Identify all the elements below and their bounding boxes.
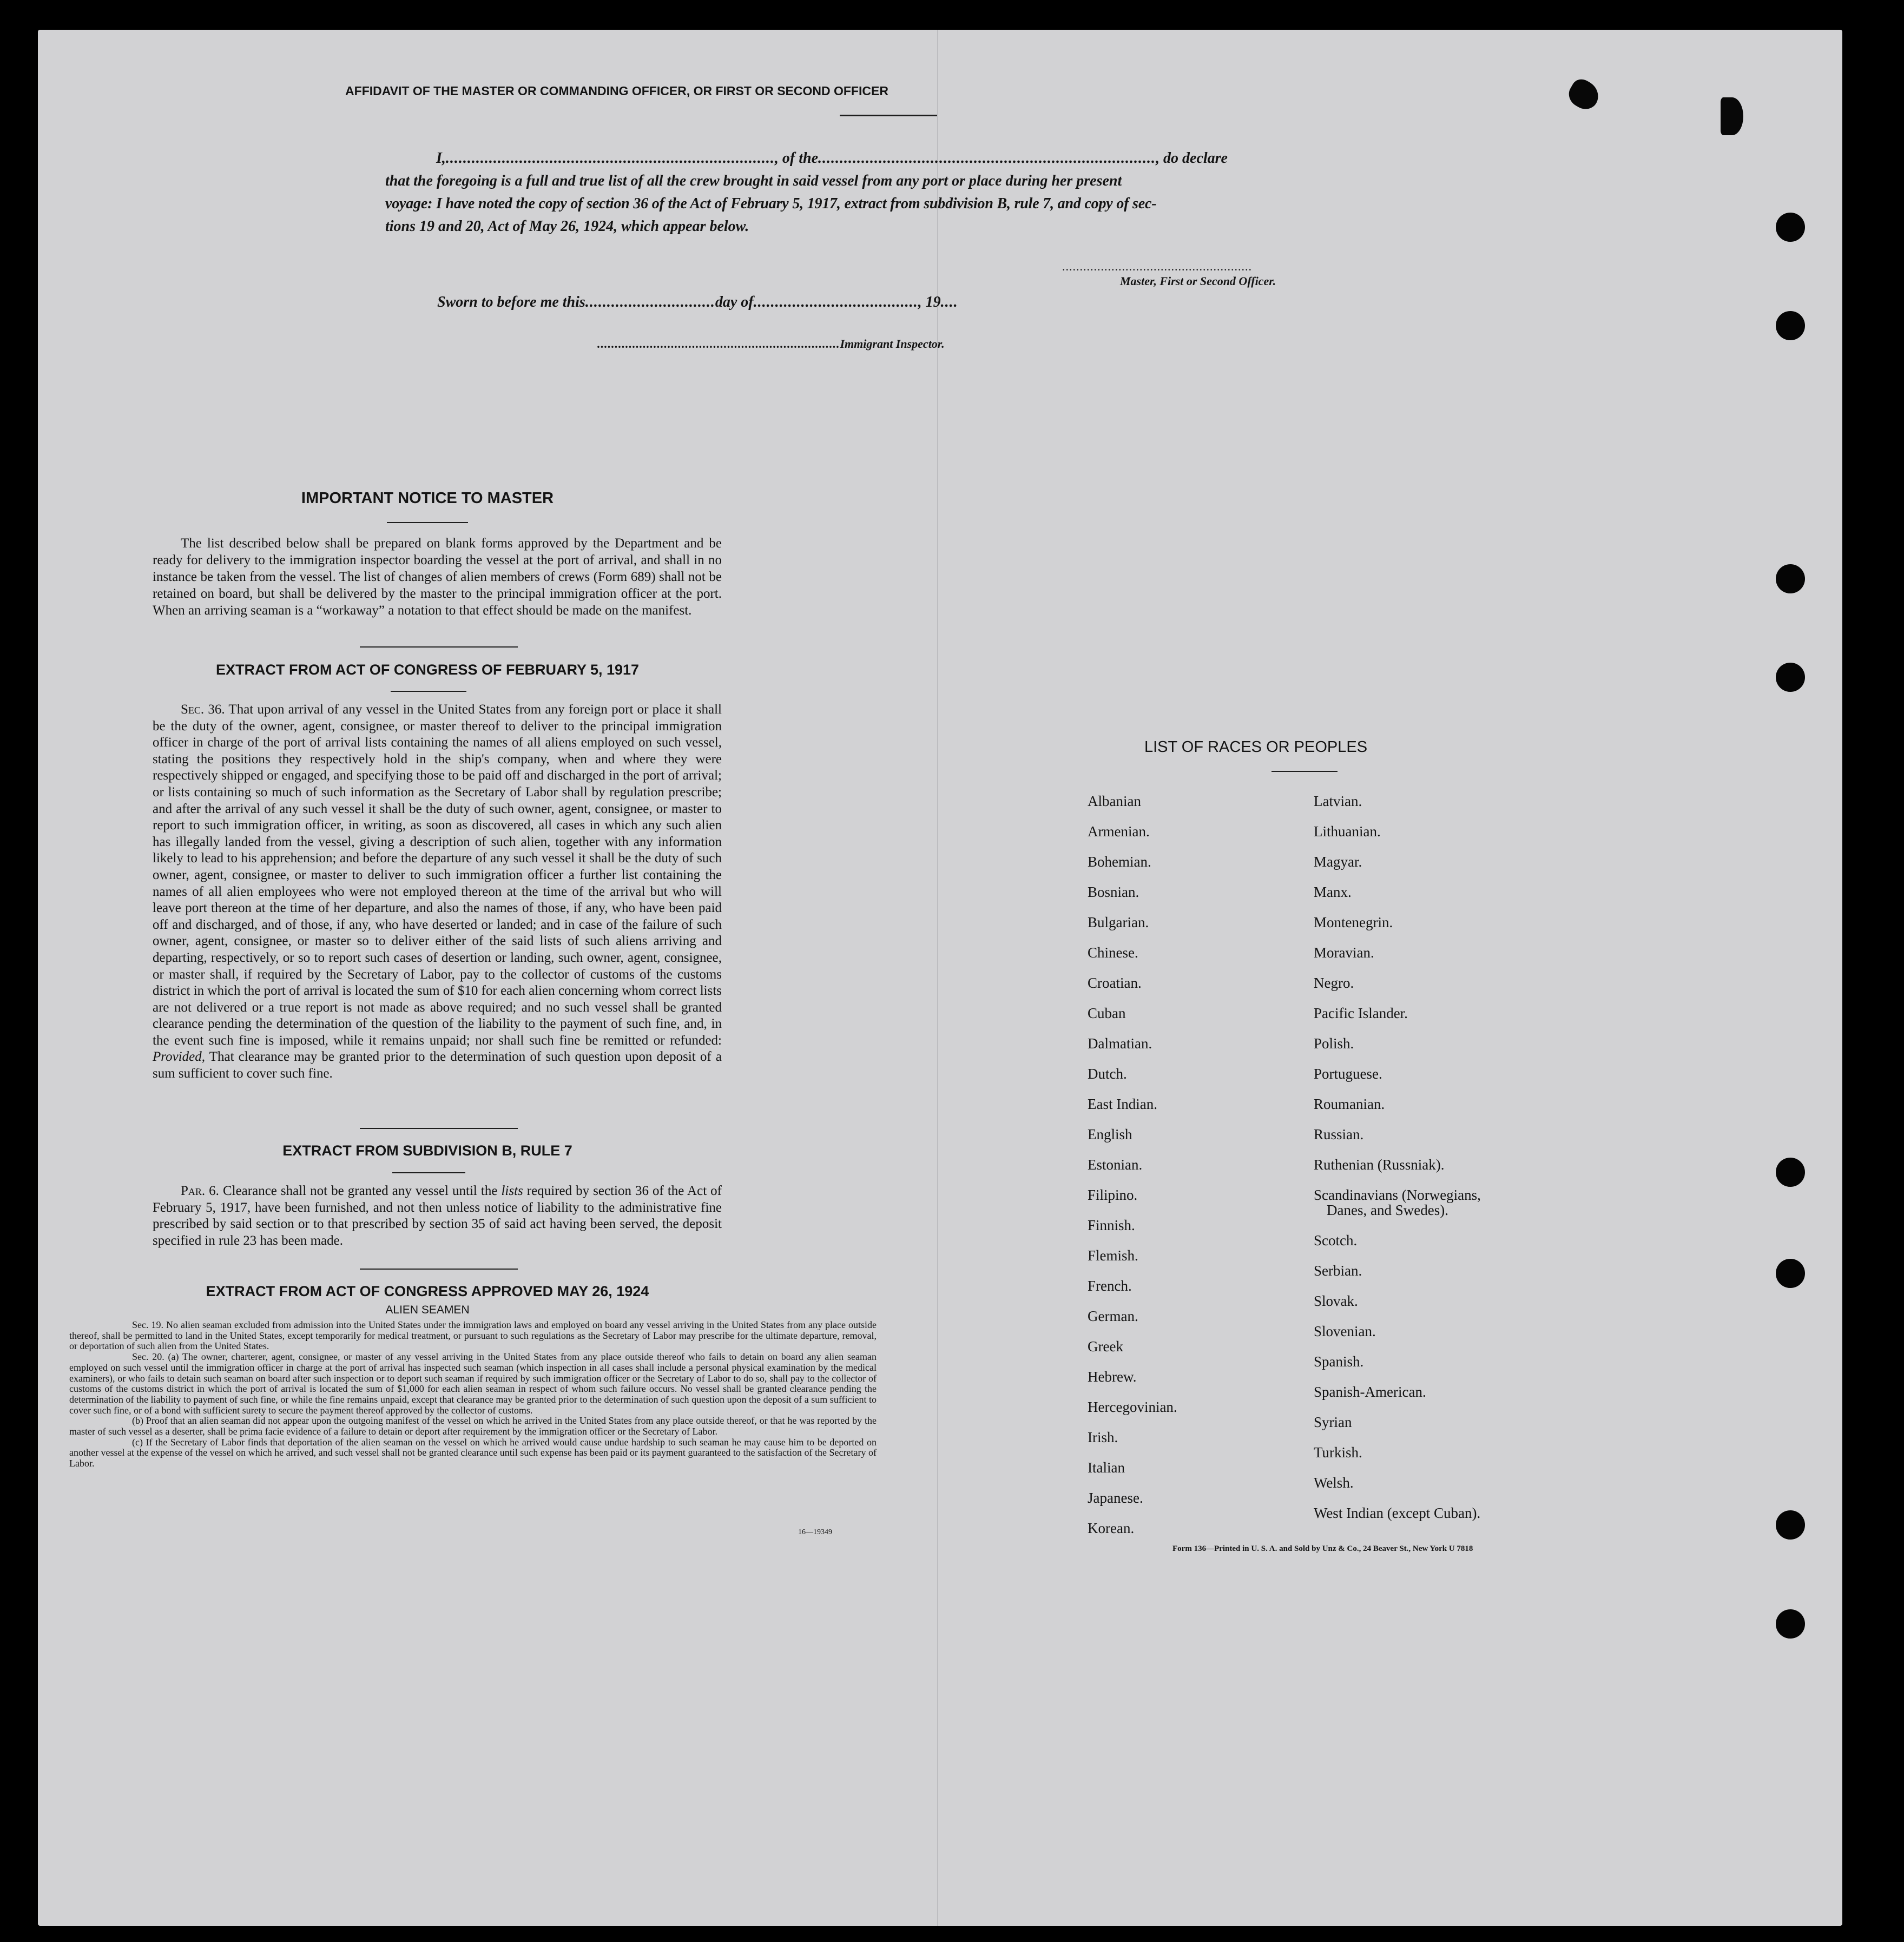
race-item: Chinese. bbox=[1088, 944, 1138, 961]
race-item: Ruthenian (Russniak). bbox=[1314, 1157, 1445, 1173]
section-36-text: Sec. 36. That upon arrival of any vessel in the United States from any foreign port or place it shall be the duty of the owner, agent, consignee, or master thereof to deliver to the principal immigration officer in charge of the port of arrival lists containing the names of all aliens employed on such vessel, stating the positions they respectively hold in the ship's company, when and where they were respectively shipped or engaged, and specifying those to be paid off and discharged in the port of arrival; or lists containing so much of such information as the Secretary of Labor shall by regulation prescribe; and after the arrival of any such vessel it shall be the duty of such owner, agent, consignee, or master to report to such immigration officer, in writing, as soon as discovered, all cases in which any such alien has illegally landed from the vessel, giving a description of such alien, together with any information likely to lead to his apprehension; and before the departure of any such vessel it shall be the duty of such owner, agent, consignee, or master to deliver to such immigration officer a further list containing the names of all alien employees who were not employed thereon at the time of the arrival but who will leave port thereon at the time of her departure, and also the names of those, if any, who have been paid off and discharged, and of those, if any, who have deserted or landed; and in case of the failure of such owner, agent, consignee, or master so to deliver either of the said lists of such aliens arriving and departing, respectively, or so to report such cases of desertion or landing, such owner, agent, consignee, or master shall, if required by the Secretary of Labor, pay to the collector of customs of the customs district in which the port of arrival is located the sum of $10 for each alien concerning whom correct lists are not delivered or a true report is not made as above required; and no such vessel shall be granted clearance pending the determination of the question of the liability to the payment of such fine, and, in the event such fine is imposed, while it remains unpaid; nor shall such fine be remitted or refunded: Provided, That clearance may be granted prior to the determination of such question upon deposit of a sum sufficient to cover such fine. bbox=[153, 702, 722, 1081]
subdivision-underline bbox=[392, 1172, 465, 1173]
race-item: Filipino. bbox=[1088, 1187, 1138, 1203]
race-item: West Indian (except Cuban). bbox=[1314, 1505, 1481, 1521]
race-item: Portuguese. bbox=[1314, 1066, 1382, 1082]
race-item: Korean. bbox=[1088, 1520, 1135, 1536]
alien-seamen-subtitle: ALIEN SEAMEN bbox=[385, 1304, 470, 1316]
document-code: 16—19349 bbox=[798, 1528, 832, 1536]
race-item: Spanish. bbox=[1314, 1353, 1364, 1370]
affidavit-title: AFFIDAVIT OF THE MASTER OR COMMANDING OFFICER, OR FIRST OR SECOND OFFICER bbox=[345, 84, 888, 98]
race-item: Armenian. bbox=[1088, 823, 1150, 840]
notice-text: The list described below shall be prepared on blank forms approved by the Department and be ready for delivery to the immigration inspector boarding the vessel at the port of arrival, and shall in no instance be taken from the vessel. The list of changes of alien members of crews (Form 689) shall not be retained on board, but shall be delivered by the master to the principal immigration officer at the port. When an arriving seaman is a “workaway” a notation to that effect should be made on the manifest. bbox=[153, 536, 722, 618]
affidavit-line2: that the foregoing is a full and true list of all the crew brought in said vessel from any port or place during her present bbox=[385, 173, 1122, 189]
race-item: Manx. bbox=[1314, 884, 1352, 900]
binder-hole bbox=[1776, 1609, 1805, 1639]
binder-hole bbox=[1776, 1259, 1805, 1288]
race-item: English bbox=[1088, 1126, 1132, 1142]
paragraph-6-text: Par. 6. Clearance shall not be granted any vessel until the lists required by section 36 of the Act of February 5, 1917, have been furnished, and not then unless notice of liability to the administrative fine prescribed by said section or to that prescribed by section 35 of said act having been served, the deposit specified in rule 23 has been made. bbox=[153, 1184, 722, 1248]
section-19-text: Sec. 19. No alien seaman excluded from admission into the United States under the immigration laws and employed on board any vessel arriving in the United States from any place outside thereof, shall be permitted to land in the United States, except temporarily for medical treatment, or pursuant to such regulations as the Secretary of Labor may prescribe for the ultimate departure, removal, or deportation of such alien from the United States. bbox=[69, 1319, 877, 1352]
act-1924-text bbox=[69, 1320, 877, 1469]
race-item: Italian bbox=[1088, 1459, 1125, 1476]
race-item: Hercegovinian. bbox=[1088, 1399, 1177, 1415]
officer-signature-line: ...................................................... bbox=[1062, 260, 1252, 273]
races-underline bbox=[1271, 771, 1338, 772]
race-item: Hebrew. bbox=[1088, 1369, 1137, 1385]
race-item: Serbian. bbox=[1314, 1263, 1362, 1279]
race-item: Slovak. bbox=[1314, 1293, 1358, 1309]
ink-blot bbox=[1564, 76, 1604, 114]
binder-hole bbox=[1776, 663, 1805, 692]
section-rule bbox=[360, 646, 518, 648]
section-rule bbox=[360, 1128, 518, 1129]
races-left-column bbox=[1088, 786, 1177, 1543]
race-item: Greek bbox=[1088, 1338, 1123, 1355]
inspector-line: .....................................................................Immigrant Inspector. bbox=[597, 337, 945, 351]
race-item: Roumanian. bbox=[1314, 1096, 1385, 1112]
form-footer: Form 136—Printed in U. S. A. and Sold by Unz & Co., 24 Beaver St., New York U 7818 bbox=[1172, 1544, 1473, 1553]
race-item: Scandinavians (Norwegians, bbox=[1314, 1187, 1481, 1203]
subdivision-title: EXTRACT FROM SUBDIVISION B, RULE 7 bbox=[282, 1142, 572, 1159]
race-item: Bosnian. bbox=[1088, 884, 1139, 900]
race-item: Pacific Islander. bbox=[1314, 1005, 1408, 1021]
binder-hole bbox=[1776, 1510, 1805, 1540]
sworn-line: Sworn to before me this..............................day of......................................, 19.... bbox=[437, 294, 958, 311]
vessel-blank: .............................................................................. bbox=[818, 150, 1156, 167]
section-36-label: Sec. 36. bbox=[181, 702, 225, 717]
binder-hole bbox=[1776, 1158, 1805, 1187]
title-underline bbox=[840, 115, 937, 116]
race-item: Croatian. bbox=[1088, 975, 1142, 991]
race-item: Bohemian. bbox=[1088, 854, 1151, 870]
extract-1917-title: EXTRACT FROM ACT OF CONGRESS OF FEBRUARY 5, 1917 bbox=[215, 662, 640, 678]
race-item: Scotch. bbox=[1314, 1232, 1358, 1249]
officer-signature-caption: Master, First or Second Officer. bbox=[1120, 274, 1276, 288]
race-item: Irish. bbox=[1088, 1429, 1118, 1445]
race-item: Dutch. bbox=[1088, 1066, 1127, 1082]
race-item: German. bbox=[1088, 1308, 1138, 1324]
race-item: Russian. bbox=[1314, 1126, 1364, 1142]
section-20b-text: (b) Proof that an alien seaman did not appear upon the outgoing manifest of the vessel on which he arrived in the United States from any place outside thereof, or that he was reported by the master of such vessel as a deserter, shall be prima facie evidence of a failure to detain or deport after requirement by the immigration officer or the Secretary of Labor. bbox=[69, 1415, 877, 1437]
affidavit-line1: I,............................................................................, of the.............................................................................., do declare bbox=[436, 150, 1228, 167]
document-sheet bbox=[38, 30, 1842, 1926]
race-item: Negro. bbox=[1314, 975, 1354, 991]
race-item: Estonian. bbox=[1088, 1157, 1143, 1173]
races-title: LIST OF RACES OR PEOPLES bbox=[1144, 738, 1368, 756]
race-item: Spanish-American. bbox=[1314, 1384, 1426, 1400]
race-item: Moravian. bbox=[1314, 944, 1374, 961]
binder-hole bbox=[1776, 213, 1805, 242]
race-item: Cuban bbox=[1088, 1005, 1126, 1021]
name-blank: ............................................................................ bbox=[445, 150, 775, 167]
race-item: Polish. bbox=[1314, 1035, 1354, 1052]
extract-1924-title: EXTRACT FROM ACT OF CONGRESS APPROVED MAY 26, 1924 bbox=[206, 1283, 649, 1299]
binder-hole bbox=[1776, 564, 1805, 593]
race-item: Danes, and Swedes). bbox=[1327, 1202, 1448, 1218]
races-right-column bbox=[1314, 786, 1481, 1528]
race-item: East Indian. bbox=[1088, 1096, 1157, 1112]
section-20c-text: (c) If the Secretary of Labor finds that deportation of the alien seaman on the vessel on which he arrived would cause undue hardship to such seaman he may cause him to be deported on another vessel at the expense of the vessel on which he arrived, and such vessel shall not be granted clearance until such expense has been paid or its payment guaranteed to the satisfaction of the Secretary of Labor. bbox=[69, 1436, 877, 1469]
race-item: Welsh. bbox=[1314, 1475, 1354, 1491]
notice-title: IMPORTANT NOTICE TO MASTER bbox=[301, 490, 554, 507]
race-item: Albanian bbox=[1088, 793, 1141, 809]
race-item: Japanese. bbox=[1088, 1490, 1143, 1506]
binder-hole bbox=[1776, 311, 1805, 340]
race-item: Montenegrin. bbox=[1314, 914, 1393, 930]
affidavit-line4: tions 19 and 20, Act of May 26, 1924, which appear below. bbox=[385, 218, 749, 235]
race-item: Magyar. bbox=[1314, 854, 1362, 870]
ink-blot bbox=[1721, 97, 1743, 135]
race-item: Lithuanian. bbox=[1314, 823, 1381, 840]
race-item: Bulgarian. bbox=[1088, 914, 1149, 930]
race-item: Dalmatian. bbox=[1088, 1035, 1152, 1052]
notice-underline bbox=[387, 522, 468, 523]
race-item: Syrian bbox=[1314, 1414, 1352, 1430]
race-item: Latvian. bbox=[1314, 793, 1362, 809]
extract-1917-underline bbox=[391, 691, 466, 692]
page-fold bbox=[937, 30, 938, 1926]
race-item: Slovenian. bbox=[1314, 1323, 1376, 1339]
race-item: Turkish. bbox=[1314, 1444, 1362, 1461]
race-item: Flemish. bbox=[1088, 1247, 1138, 1264]
section-rule bbox=[360, 1269, 518, 1270]
section-20a-text: Sec. 20. (a) The owner, charterer, agent, consignee, or master of any vessel arriving in the United States from any place outside thereof who fails to detain on board any alien seaman employed on such vessel until the immigration officer in charge at the port of arrival has inspected such seaman (which inspection in all cases shall include a personal physical examination by the medical examiners), or who fails to detain such seaman on board after such inspection or to deport such seaman if required by such immigration officer or the Secretary of Labor to do so, shall pay to the collector of customs of the customs district in which the port of arrival is located the sum of $1,000 for each alien seaman in respect of whom such failure occurs. No vessel shall be granted clearance pending the determination of the liability to payment of such fine, or while the fine remains unpaid, except that clearance may be granted prior to the determination of such question upon the deposit of a sum sufficient to cover such fine, or of a bond with sufficient surety to secure the payment thereof approved by the collector of customs. bbox=[69, 1351, 877, 1416]
race-item: Finnish. bbox=[1088, 1217, 1135, 1233]
race-item: French. bbox=[1088, 1278, 1132, 1294]
affidavit-line3: voyage: I have noted the copy of section 36 of the Act of February 5, 1917, extract from subdivision B, rule 7, and copy of sec- bbox=[385, 195, 1157, 212]
